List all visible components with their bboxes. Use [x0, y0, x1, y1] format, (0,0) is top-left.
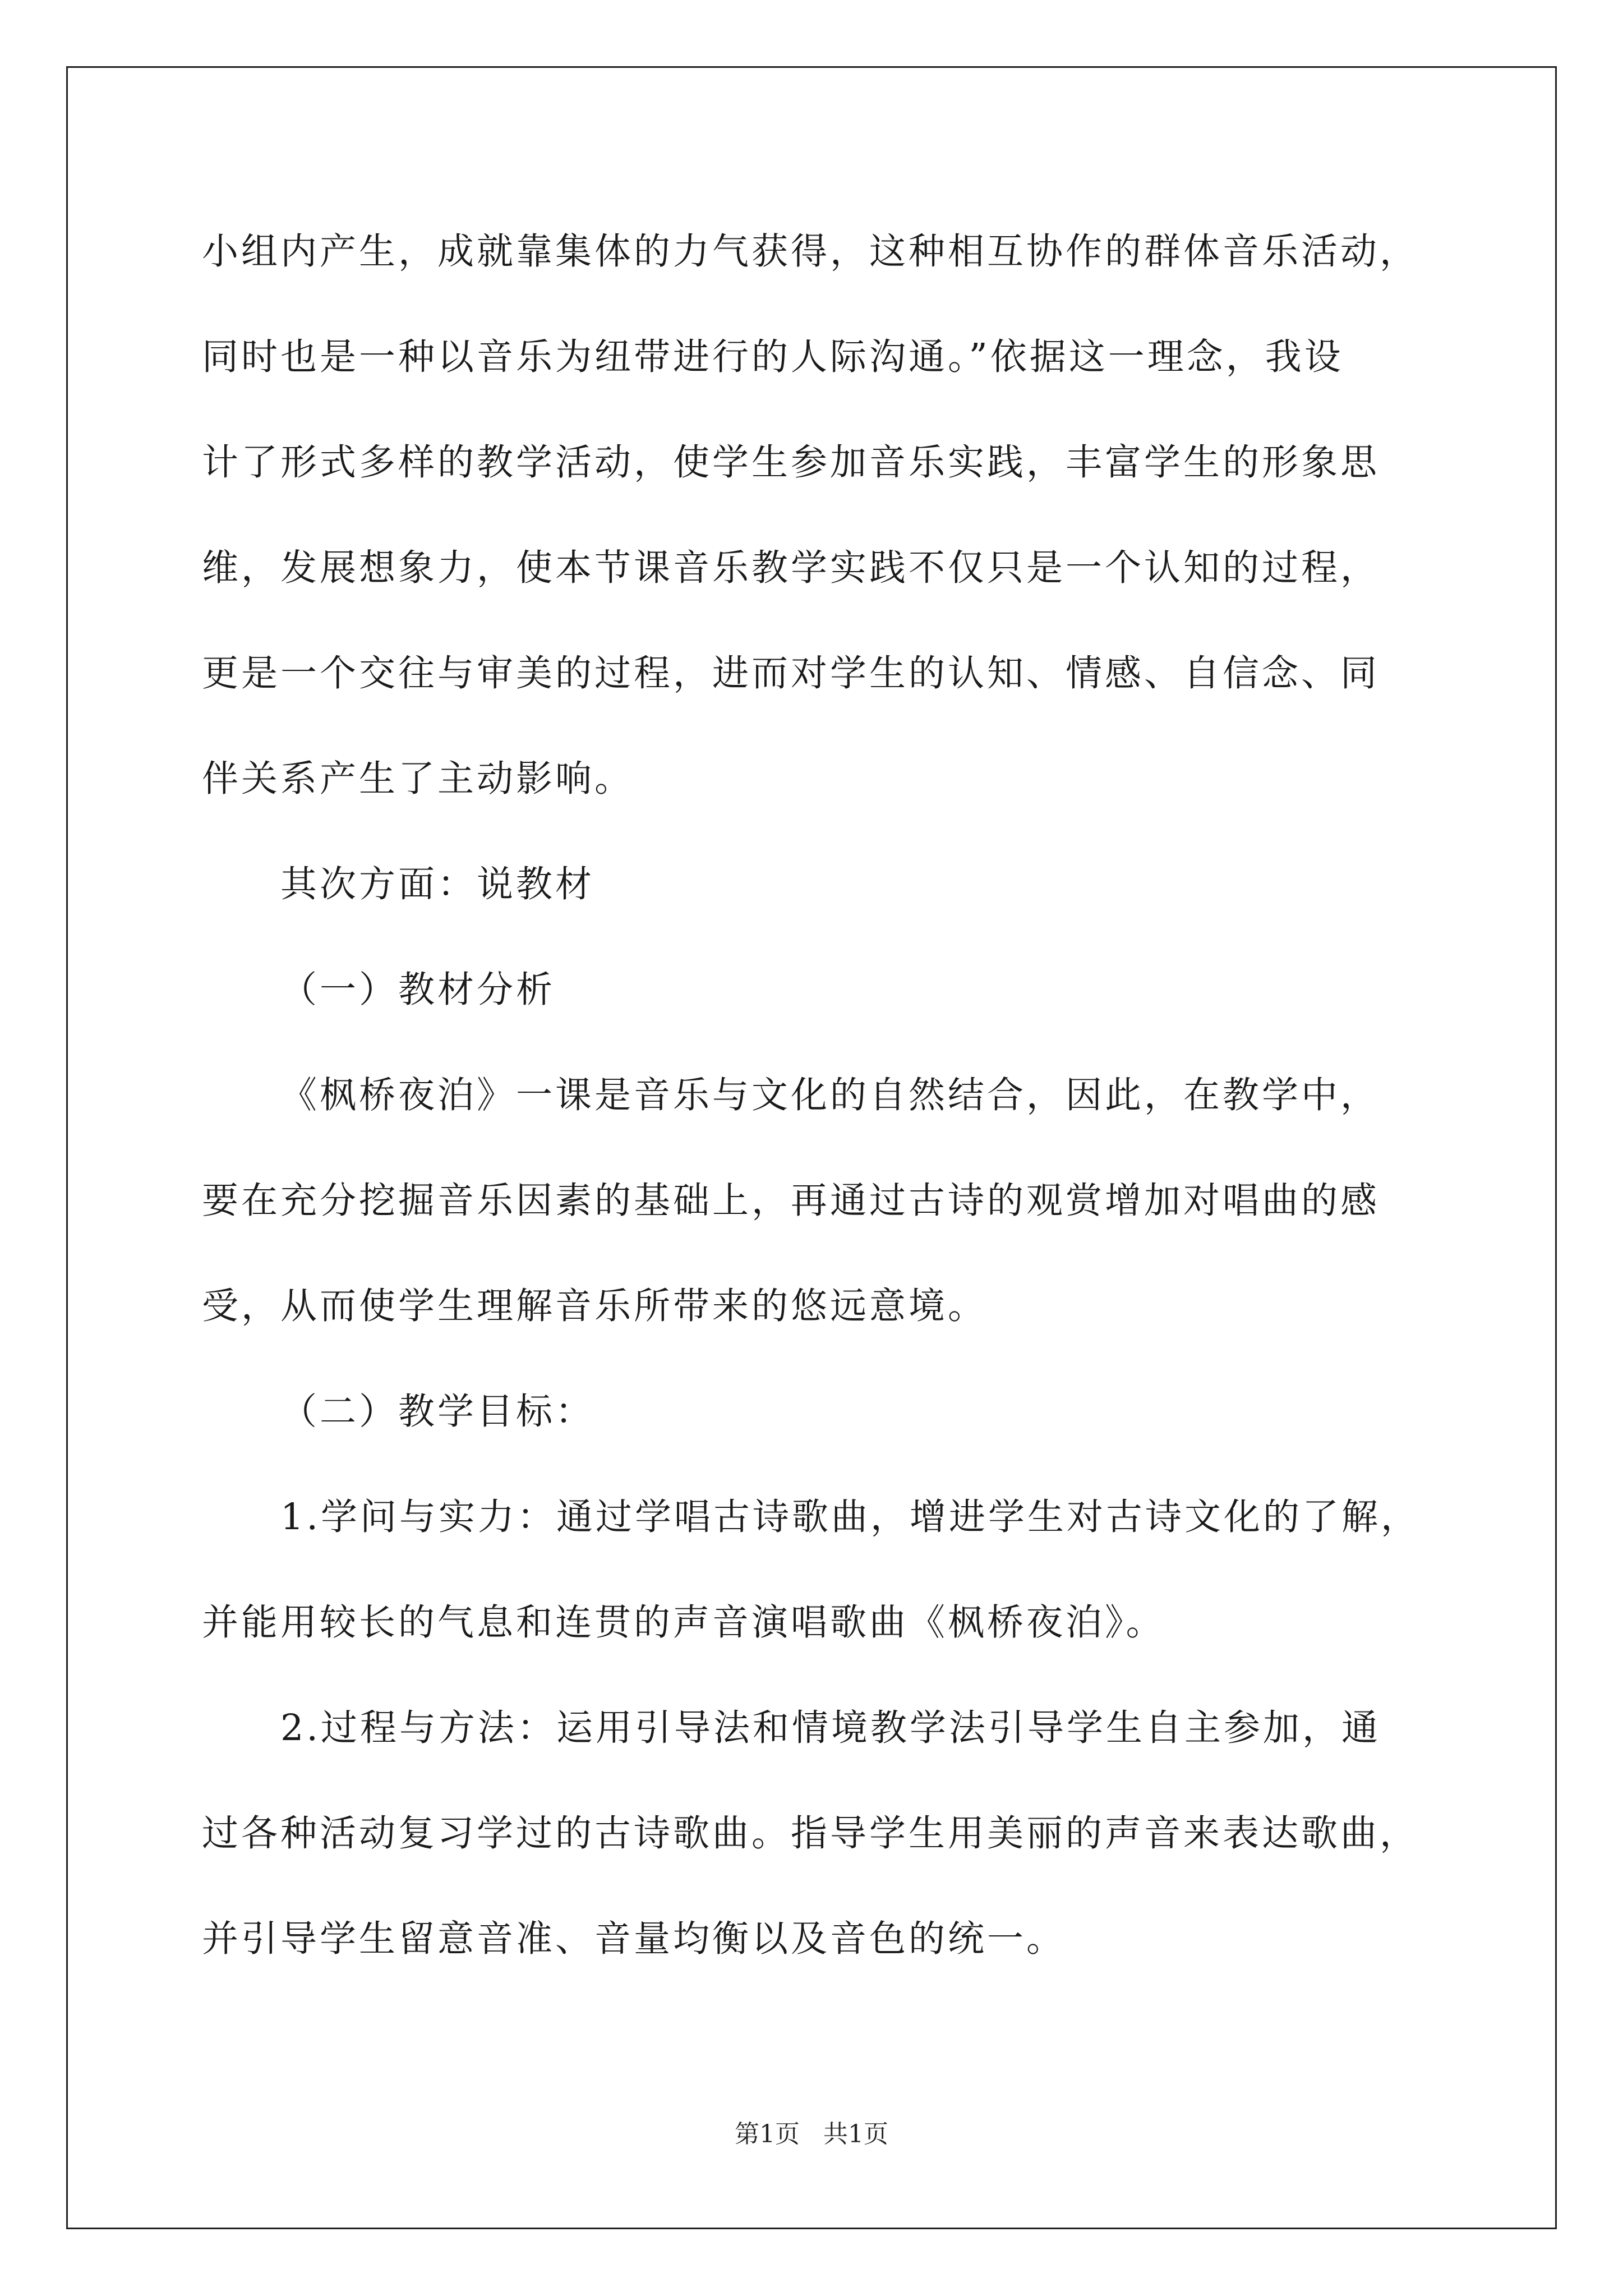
paragraph-line: 并能用较长的气息和连贯的声音演唱歌曲《枫桥夜泊》。 — [202, 1602, 1165, 1644]
paragraph-line: 小组内产生，成就靠集体的力气获得，这种相互协作的群体音乐活动， — [202, 231, 1419, 273]
subsection-heading: （一）教材分析 — [280, 969, 556, 1011]
paragraph-line: 要在充分挖掘音乐因素的基础上，再通过古诗的观赏增加对唱曲的感 — [202, 1180, 1380, 1222]
paragraph-line: 受，从而使学生理解音乐所带来的悠远意境。 — [202, 1285, 988, 1327]
paragraph-line: 计了形式多样的教学活动，使学生参加音乐实践，丰富学生的形象思 — [202, 441, 1380, 484]
list-item: 2.过程与方法：运用引导法和情境教学法引导学生自主参加，通 — [280, 1707, 1381, 1749]
paragraph-line: 伴关系产生了主动影响。 — [202, 758, 634, 800]
paragraph-line: 《枫桥夜泊》一课是音乐与文化的自然结合，因此，在教学中， — [280, 1074, 1380, 1116]
section-heading: 其次方面：说教材 — [280, 863, 595, 905]
paragraph-line: 更是一个交往与审美的过程，进而对学生的认知、情感、自信念、同 — [202, 652, 1380, 694]
paragraph-line: 同时也是一种以音乐为纽带进行的人际沟通。”依据这一理念，我设 — [202, 336, 1344, 378]
paragraph-line: 维，发展想象力，使本节课音乐教学实践不仅只是一个认知的过程， — [202, 547, 1380, 589]
paragraph-line: 并引导学生留意音准、音量均衡以及音色的统一。 — [202, 1918, 1066, 1960]
paragraph-line: 过各种活动复习学过的古诗歌曲。指导学生用美丽的声音来表达歌曲， — [202, 1812, 1419, 1855]
subsection-heading: （二）教学目标： — [280, 1391, 595, 1433]
list-item: 1.学问与实力：通过学唱古诗歌曲，增进学生对古诗文化的了解， — [280, 1496, 1421, 1538]
document-body — [202, 199, 1433, 1992]
page-footer: 第1页 共1页 — [735, 2120, 888, 2148]
